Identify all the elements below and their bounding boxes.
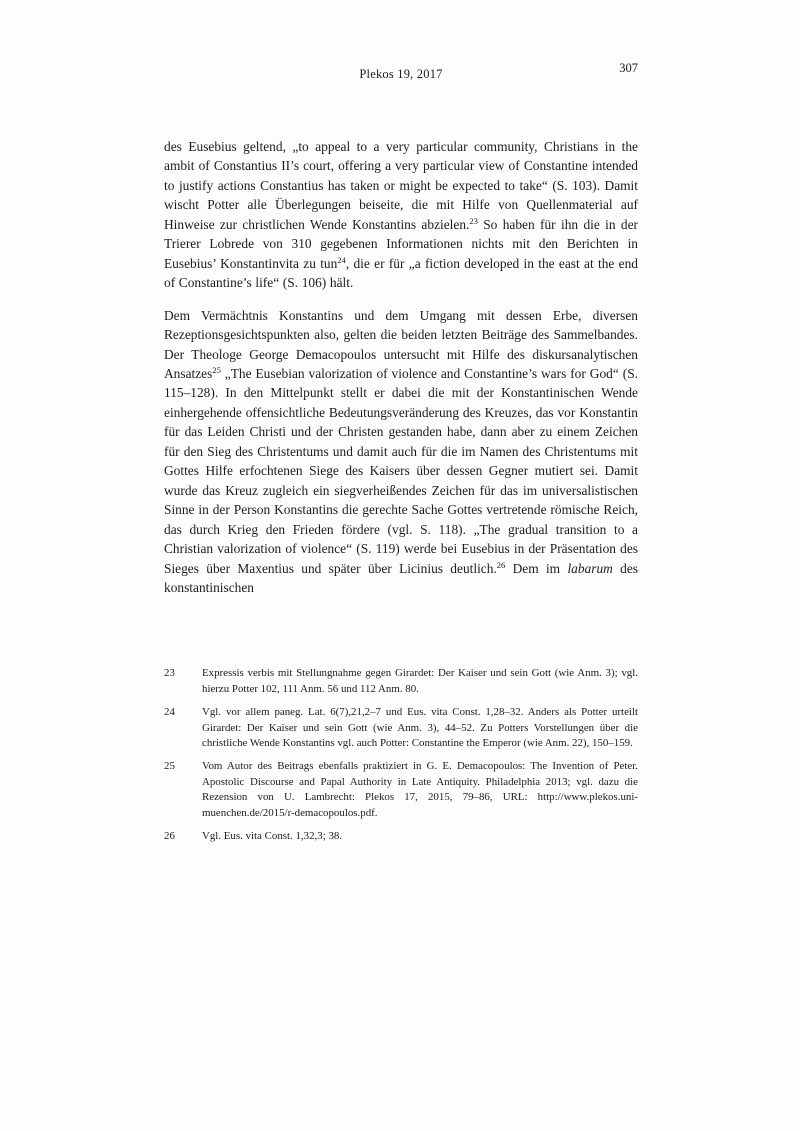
footnote <box>164 829 638 844</box>
footnote-text: Vgl. Eus. vita Const. 1,32,3; 38. <box>202 830 343 843</box>
footnote-text: Vgl. vor allem paneg. Lat. 6(7),21,2–7 und Eus. vita Const. 1,28–32. Anders als Potter urteilt Girardet: Der Kaiser und sein Gott (wie Anm. 3), 44–52. Zu Potters Vorstellungen über die christliche Wende Konstantins vgl. auch Potter: Constantine the Emperor (wie Anm. 22), 150–159. <box>202 706 638 750</box>
footnotes-section <box>164 666 638 852</box>
paragraph: Dem Vermächtnis Konstantins und dem Umgang mit dessen Erbe, diversen Rezeptionsgesichtspunkten also, gelten die beiden letzten Beiträge des Sammelbandes. Der Theologe George Demacopoulos untersucht mit Hilfe des diskursanalytischen Ansatzes$^{25}$ „The Eusebian valorization of violence and Constantine’s wars for God“ (S. 115–128). In den Mittelpunkt stellt er dabei die mit der Konstantinischen Wende einhergehende offensichtliche Bedeutungsveränderung des Kreuzes, das vor Konstantin für das Leiden Christi und der Christen gestanden habe, dann aber zu einem Zeichen für den Sieg des Christentums und damit auch für die im Namen des Christentums mit Gottes Hilfe erfochtenen Siege des Kaisers über dessen Gegner mutiert sei. Damit wurde das Kreuz zugleich ein siegverheißendes Zeichen für das im universalistischen Sinne in der Person Konstantins die gerechte Sache Gottes vertretende römische Reich, das durch Krieg den Frieden fördere (vgl. S. 118). „The gradual transition to a Christian valorization of violence“ (S. 119) werde bei Eusebius in der Präsentation des Sieges über Maxentius und später über Licinius deutlich.$^{26}$ Dem im labarum des konstantinischen <box>164 307 638 595</box>
footnote <box>164 759 638 821</box>
footnote-text: Expressis verbis mit Stellungnahme gegen Girardet: Der Kaiser und sein Gott (wie Anm. 3); vgl. hierzu Potter 102, 111 Anm. 56 und 112 Anm. 80. <box>202 667 638 695</box>
body-text <box>164 137 638 610</box>
footnote-number: 23 <box>164 667 175 680</box>
footnote <box>164 705 638 751</box>
italic-term: labarum <box>567 560 613 576</box>
text-column <box>164 0 638 852</box>
footnote-number: 26 <box>164 830 175 843</box>
footnote-reference: 26 <box>496 559 506 570</box>
footnote-reference: 24 <box>337 254 346 265</box>
footnote-number: 25 <box>164 760 175 773</box>
footnote-reference: 25 <box>212 364 221 375</box>
footnote <box>164 666 638 697</box>
footnote-text: Vom Autor des Beitrags ebenfalls praktiziert in G. E. Demacopoulos: The Invention of Peter. Apostolic Discourse and Papal Authority in Late Antiquity. Philadelphia 2013; vgl. dazu die Rezension von U. Lambrecht: Plekos 17, 2015, 79–86, URL: http://www.plekos.uni-muenchen.de/2015/r-demacopoulos.pdf. <box>202 760 638 819</box>
journal-title: Plekos 19, 2017 <box>359 67 443 81</box>
paragraph: des Eusebius geltend, „to appeal to a very particular community, Christians in the ambit of Constantius II’s court, offering a very particular view of Constantine intended to justify actions Constantius has taken or might be expected to take“ (S. 103). Damit wischt Potter alle Überlegungen beiseite, die mit Hilfe von Quellenmaterial auf Hinweise zur christlichen Wende Konstantins abzielen.$^{23}$ So haben für ihn die in der Trierer Lobrede von 310 gegebenen Informationen nichts mit den Berichten in Eusebius’ Konstantinvita zu tun$^{24}$, die er für „a fiction developed in the east at the end of Constantine’s life“ (S. 106) hält. <box>164 139 638 291</box>
footnote-reference: 23 <box>469 215 478 226</box>
page-number: 307 <box>619 61 638 75</box>
page-header <box>164 61 638 84</box>
footnote-number: 24 <box>164 706 175 719</box>
